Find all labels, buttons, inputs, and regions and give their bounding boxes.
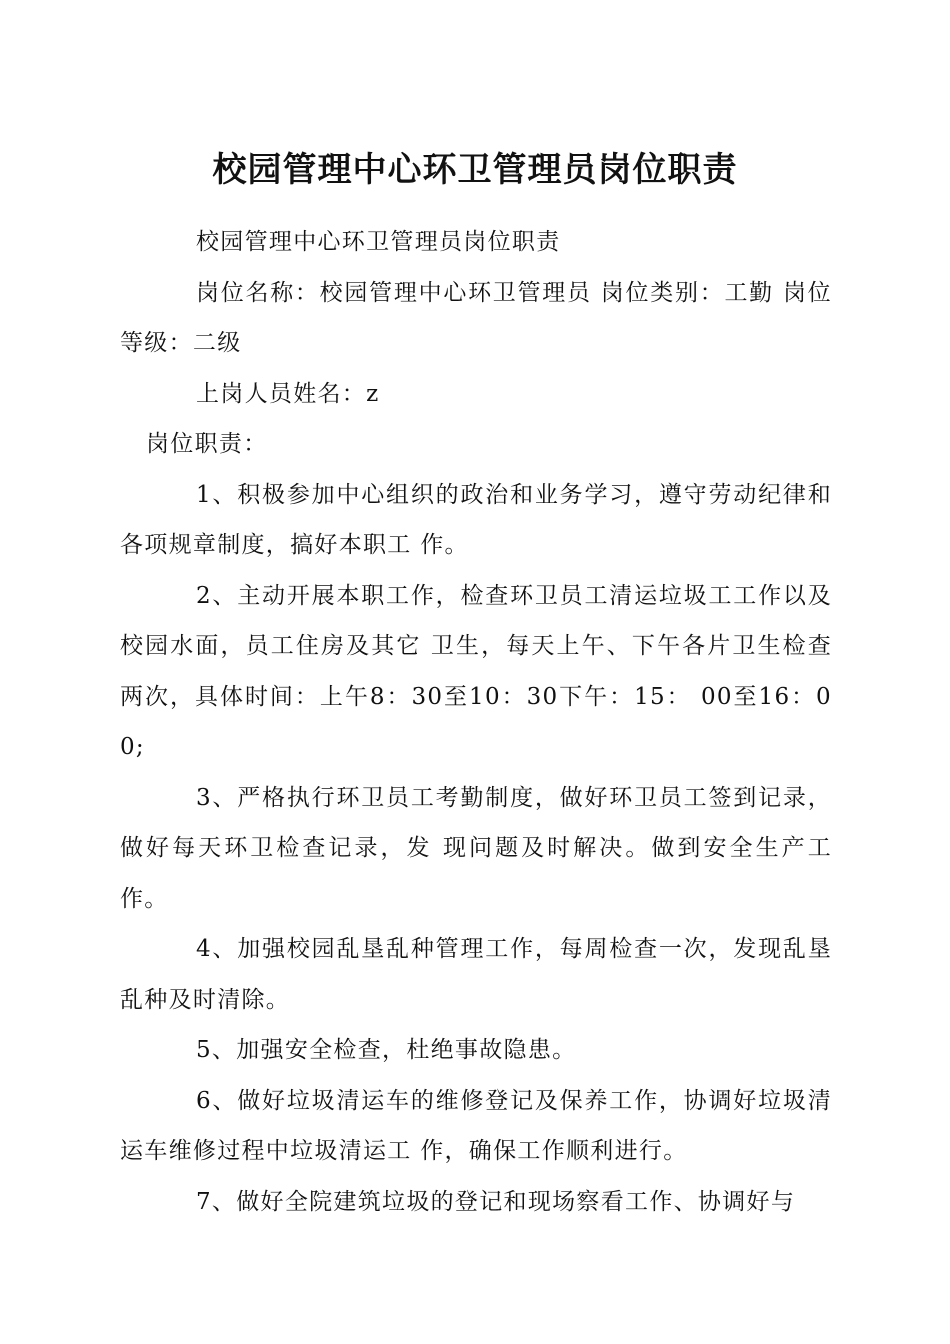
- document-body: [120, 217, 832, 1227]
- staff-name-paragraph: 上岗人员姓名：z: [196, 380, 380, 407]
- duty-item-4: 4、加强校园乱垦乱种管理工作，每周检查一次，发现乱垦乱种及时清除。: [120, 936, 832, 1013]
- duty-item-1: 1、积极参加中心组织的政治和业务学习，遵守劳动纪律和各项规章制度，搞好本职工 作。: [120, 481, 832, 558]
- duty-item-6: 6、做好垃圾清运车的维修登记及保养工作，协调好垃圾清运车维修过程中垃圾清运工 作，确保工作顺利进行。: [120, 1087, 832, 1164]
- duty-item-2: 2、主动开展本职工作，检查环卫员工清运垃圾工工作以及校园水面，员工住房及其它 卫生，每天上午、下午各片卫生检查两次，具体时间：上午8：30至10：30下午：15： 00至16：00;: [120, 582, 832, 760]
- duties-heading: 岗位职责：: [146, 431, 268, 457]
- duty-item-7: 7、做好全院建筑垃圾的登记和现场察看工作、协调好与: [196, 1188, 796, 1215]
- subtitle-paragraph: 校园管理中心环卫管理员岗位职责: [196, 229, 561, 255]
- duty-item-3: 3、严格执行环卫员工考勤制度，做好环卫员工签到记录，做好每天环卫检查记录，发 现问题及时解决。做到安全生产工作。: [120, 784, 832, 912]
- duty-item-5: 5、加强安全检查，杜绝事故隐患。: [196, 1037, 577, 1063]
- position-info-paragraph: 岗位名称：校园管理中心环卫管理员 岗位类别：工勤 岗位等级：二级: [120, 279, 832, 356]
- document-title: 校园管理中心环卫管理员岗位职责: [212, 150, 738, 190]
